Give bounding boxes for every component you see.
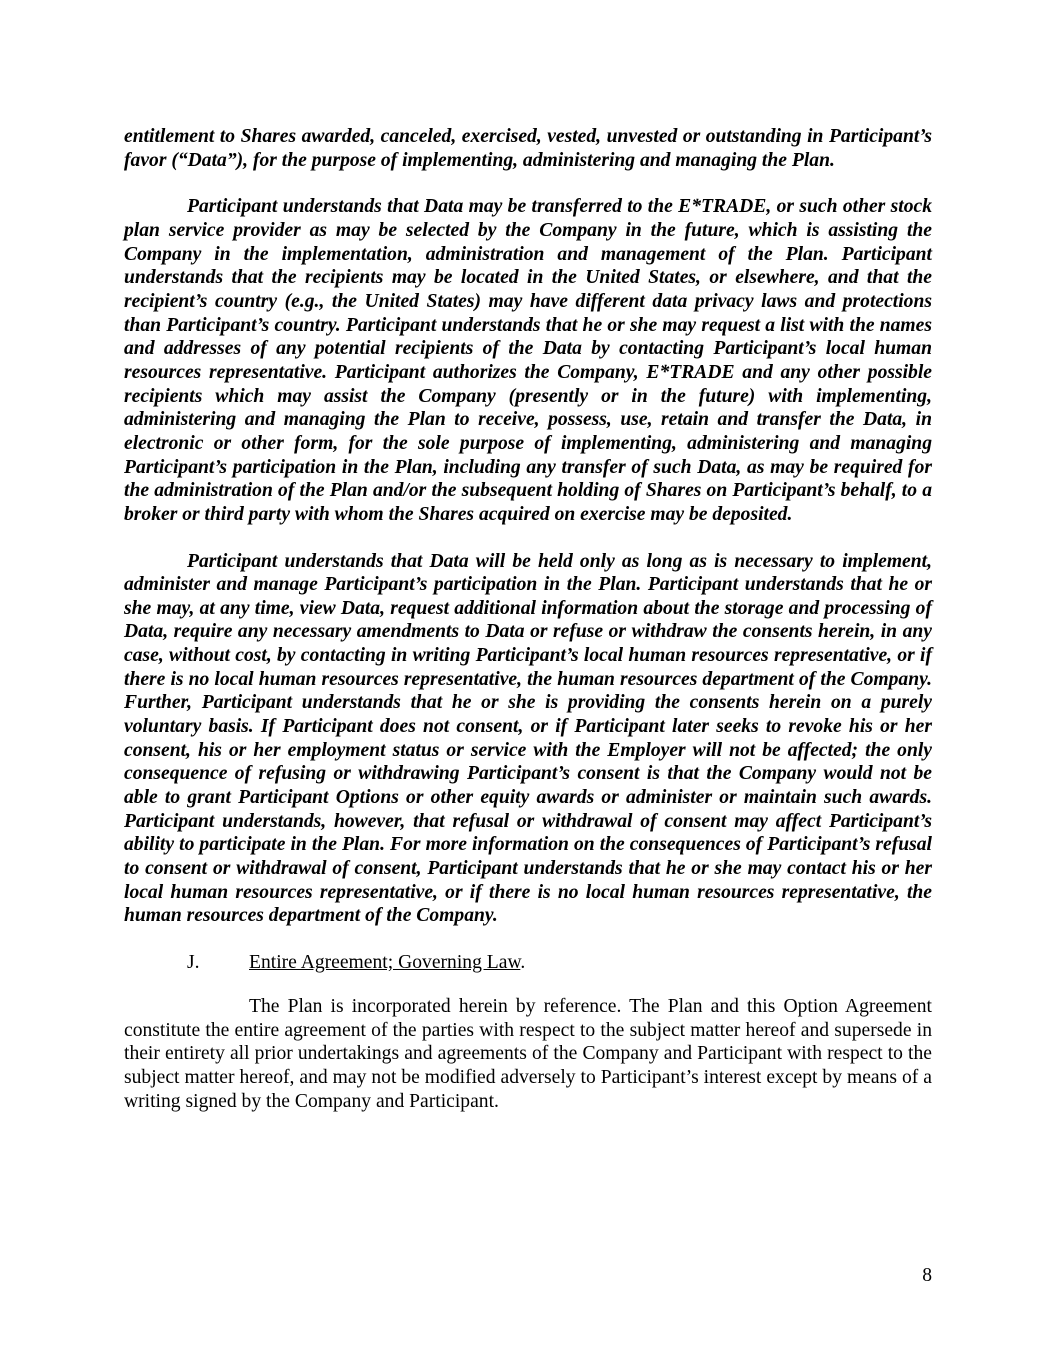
section-title-period: . bbox=[520, 952, 526, 973]
paragraph-data-transfer: Participant understands that Data may be transferred to the E*TRADE, or such other stock plan service provider as may be selected by the Company in the future, which is assisting the Company in the implementation, administration and management of the Plan. Participant understands that the recipients may be located in the United States, or elsewhere, and that the recipient’s country (e.g., the United States) may have different data privacy laws and protections than Participant’s country. Participant understands that he or she may request a list with the names and addresses of any potential recipients of the Data by contacting Participant’s local human resources representative. Participant authorizes the Company, E*TRADE and any other possible recipients which may assist the Company (presently or in the future) with implementing, administering and managing the Plan to receive, possess, use, retain and transfer the Data, in electronic or other form, for the sole purpose of implementing, administering and managing Participant’s participation in the Plan, including any transfer of such Data, as may be required for the administration of the Plan and/or the subsequent holding of Shares on Participant’s behalf, to a broker or third party with whom the Shares acquired on exercise may be deposited. bbox=[124, 196, 932, 525]
page-number: 8 bbox=[922, 1265, 932, 1286]
document-body bbox=[124, 125, 932, 1113]
section-paragraph: The Plan is incorporated herein by reference. The Plan and this Option Agreement constitute the entire agreement of the parties with respect to the subject matter hereof and supersede in their entirety all prior undertakings and agreements of the Company and Participant with respect to the subject matter hereof, and may not be modified adversely to Participant’s interest except by means of a writing signed by the Company and Participant. bbox=[124, 996, 932, 1112]
section-title: Entire Agreement; Governing Law bbox=[249, 952, 521, 973]
section-heading bbox=[124, 951, 932, 975]
paragraph-data-retention: Participant understands that Data will be held only as long as is necessary to implement, administer and manage Participant’s participation in the Plan. Participant understands that he or she may, at any time, view Data, request additional information about the storage and processing of Data, require any necessary amendments to Data or refuse or withdraw the consents herein, in any case, without cost, by contacting in writing Participant’s local human resources representative, or if there is no local human resources representative, the human resources department of the Company. Further, Participant understands that he or she is providing the consents herein on a purely voluntary basis. If Participant does not consent, or if Participant later seeks to revoke his or her consent, his or her employment status or service with the Employer will not be affected; the only consequence of refusing or withdrawing Participant’s consent is that the Company would not be able to grant Participant Options or other equity awards or administer or maintain such awards. Participant understands, however, that refusal or withdrawal of consent may affect Participant’s ability to participate in the Plan. For more information on the consequences of Participant’s refusal to consent or withdrawal of consent, Participant understands that he or she may contact his or her local human resources representative, or if there is no local human resources representative, the human resources department of the Company. bbox=[124, 550, 932, 927]
section-number: J. bbox=[187, 952, 200, 973]
paragraph-data-definition: entitlement to Shares awarded, canceled, exercised, vested, unvested or outstanding in Participant’s favor (“Data”), for the purpose of implementing, administering and managing the Plan. bbox=[124, 126, 932, 171]
